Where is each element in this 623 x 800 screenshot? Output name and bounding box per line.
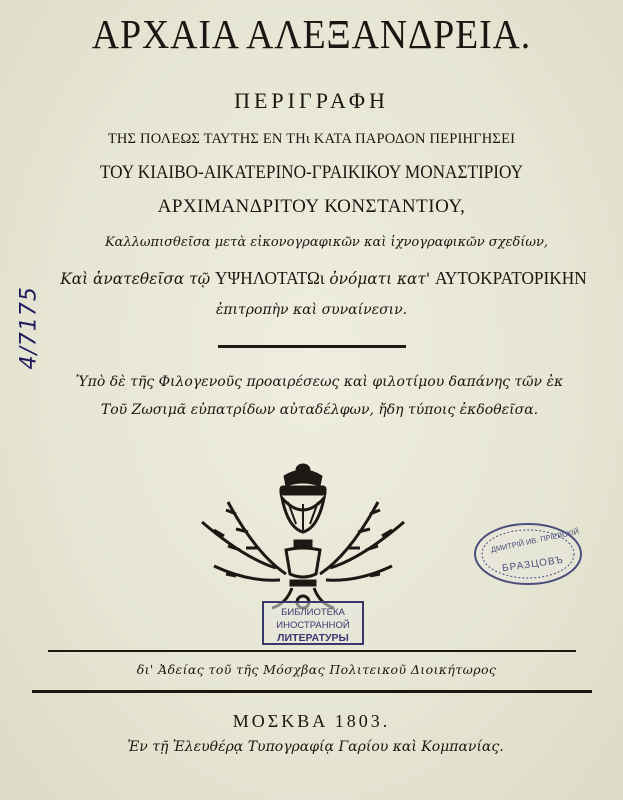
short-divider [218, 345, 406, 348]
dedication-lower-1: Καὶ ἀνατεθεῖσα τῷ [60, 269, 211, 288]
library-stamp [262, 601, 364, 645]
sponsor-line-1: Ὑπὸ δὲ τῆς Φιλογενοῦς προαιρέσεως καὶ φιλοτίμου δαπάνης τῶν ἐκ [75, 374, 564, 390]
library-stamp-line-2: ИНОСТРАННОЙ [276, 620, 350, 631]
license-line: δι' Ἀδείας τοῦ τῆς Μόσχβας Πολιτεικοῦ Διοικήτωρος [136, 662, 497, 677]
crown-ornament [196, 462, 410, 618]
owner-stamp-bottom: БРАЗЦОВЪ [501, 554, 565, 575]
description-line-2: ΤΟΥ ΚΙΑΙΒΟ-ΑΙΚΑΤΕΡΙΝΟ-ΓΡΑΙΚΙΚΟΥ ΜΟΝΑΣΤΙΡΙΟΥ [99, 163, 524, 183]
owner-stamp-top: ДМИТРІЙ ИВ. ПРІЕВСКІЙ [490, 526, 580, 555]
library-stamp-line-1: БИБЛИОТЕКА [281, 607, 345, 618]
printer-line: Ἐν τῇ Ἐλευθέρᾳ Τυπογραφίᾳ Γαρίου καὶ Κομπανίας. [127, 739, 504, 755]
dedication-caps-2: ΑΥΤΟΚΡΑΤΟΡΙΚΗΝ [435, 268, 587, 288]
dedication-line [24, 268, 622, 289]
consent-line: ἐπιτροπὴν καὶ συναίνεσιν. [215, 302, 408, 318]
book-title: ΑΡΧΑΙΑ ΑΛΕΞΑΝΔΡΕΙΑ. [91, 11, 532, 57]
imprint-place-date: ΜΟΣΚΒΑ 1803. [232, 711, 391, 731]
illustrations-line: Καλλωπισθεῖσα μετὰ εἰκονογραφικῶν καὶ ἰχνογραφικῶν σχεδίων, [104, 235, 549, 250]
lower-rule [32, 690, 592, 693]
description-line-1: ΤΗΣ ΠΟΛΕΩΣ ΤΑΥΤΗΣ ΕΝ ΤΗι ΚΑΤΑ ΠΑΡΟΔΟΝ ΠΕΡΙΗΓΗΣΕΙ [107, 131, 516, 147]
owner-stamp [472, 521, 584, 587]
sponsor-line-2: Τοῦ Ζωσιμᾶ εὐπατρίδων αὐταδέλφων, ἤδη τύποις ἐκδοθεῖσα. [100, 402, 539, 418]
dedication-lower-2: ὀνόματι κατ' [329, 269, 431, 288]
book-subtitle: ΠΕΡΙΓΡΑΦΗ [234, 88, 389, 113]
author-line: ΑΡΧΙΜΑΝΔΡΙΤΟΥ ΚΟΝΣΤΑΝΤΙΟΥ, [157, 196, 466, 217]
dedication-caps-1: ΥΨΗΛΟΤΑΤΩι [215, 268, 325, 288]
pencil-shelfmark: 4/7175 [16, 286, 42, 370]
upper-rule [48, 650, 576, 652]
library-stamp-line-3: ЛИТЕРАТУРЫ [277, 632, 349, 644]
